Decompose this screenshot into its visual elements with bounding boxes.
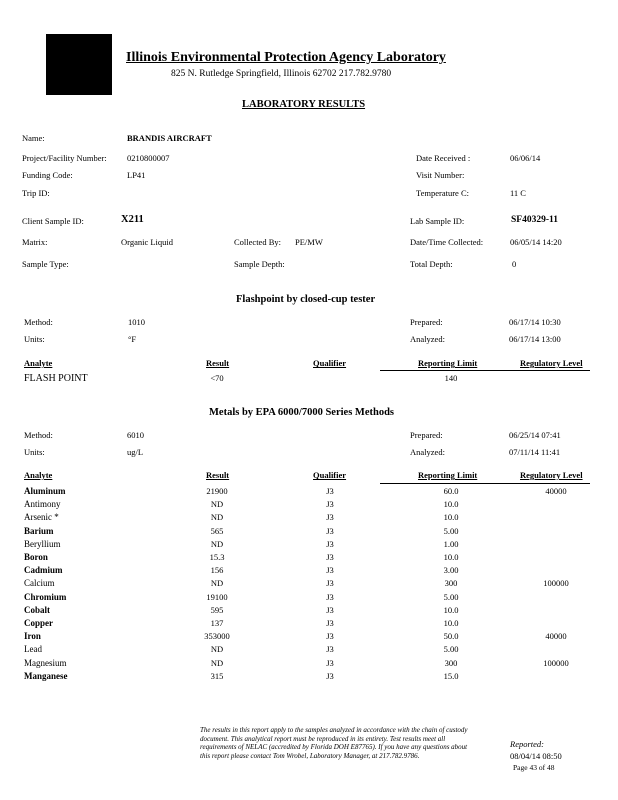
metals-col-analyte: Analyte	[24, 470, 53, 480]
flash-header-rule	[380, 370, 590, 371]
table-row	[0, 526, 618, 539]
table-row	[0, 578, 618, 591]
cell-rl: 10.0	[443, 604, 459, 615]
metals-col-result: Result	[206, 470, 230, 480]
cell-qualifier: J3	[326, 525, 334, 536]
trip-label: Trip ID:	[22, 188, 50, 198]
cell-rl: 1.00	[443, 538, 459, 549]
cell-rl: 10.0	[443, 499, 459, 510]
report-title: LABORATORY RESULTS	[242, 99, 366, 110]
flash-col-analyte: Analyte	[24, 358, 53, 368]
cell-result: ND	[210, 644, 224, 655]
cell-analyte: Calcium	[24, 578, 55, 589]
metals-analyzed-label: Analyzed:	[410, 447, 445, 457]
received-label: Date Received :	[416, 153, 471, 163]
temp-label: Temperature C:	[416, 188, 469, 198]
metals-prepared-value: 06/25/14 07:41	[509, 430, 561, 440]
cell-result: 21900	[206, 486, 228, 496]
table-row	[0, 539, 618, 552]
table-row	[0, 671, 618, 684]
cell-result: 137	[210, 618, 224, 628]
table-row	[0, 373, 618, 386]
received-value: 06/06/14	[510, 153, 541, 163]
table-row	[0, 486, 618, 499]
cell-rl: 300	[444, 657, 458, 668]
cell-result: 595	[210, 604, 224, 615]
flash-title: Flashpoint by closed-cup tester	[236, 294, 376, 305]
cell-analyte: Iron	[24, 631, 41, 642]
cell-rl: 10.0	[443, 618, 459, 628]
agency-title: Illinois Environmental Protection Agency Laboratory	[126, 50, 446, 65]
flash-analyzed-value: 06/17/14 13:00	[509, 334, 561, 344]
metals-prepared-label: Prepared:	[410, 430, 443, 440]
flash-col-result: Result	[206, 358, 230, 368]
cell-rl: 5.00	[443, 525, 459, 536]
cell-result: 15.3	[209, 552, 225, 562]
funding-value: LP41	[127, 170, 146, 180]
cell-result: 565	[210, 525, 224, 536]
cell-qualifier: J3	[326, 591, 334, 602]
visit-label: Visit Number:	[416, 170, 465, 180]
metals-title: Metals by EPA 6000/7000 Series Methods	[209, 407, 395, 418]
project-value: 0210800007	[127, 153, 170, 163]
flash-prepared-label: Prepared:	[410, 317, 443, 327]
cell-rl: 300	[444, 578, 458, 589]
temp-value: 11 C	[510, 188, 526, 198]
cell-qualifier: J3	[326, 631, 334, 642]
metals-analyzed-value: 07/11/14 11:41	[509, 447, 561, 457]
cell-qualifier: J3	[326, 604, 334, 615]
funding-label: Funding Code:	[22, 170, 73, 180]
sample-type-label: Sample Type:	[22, 259, 69, 269]
cell-qualifier: J3	[326, 644, 334, 655]
flash-col-qualifier: Qualifier	[313, 358, 347, 368]
cell-reg: 100000	[543, 657, 569, 668]
cell-analyte: Beryllium	[24, 538, 61, 549]
cell-rl: 5.00	[443, 591, 459, 602]
metals-units-value: ug/L	[127, 447, 144, 457]
cell-result: 353000	[204, 631, 230, 642]
flash-units-value: °F	[128, 334, 137, 344]
cell-analyte: Lead	[24, 644, 42, 655]
cell-analyte: Boron	[24, 552, 48, 562]
flash-units-label: Units:	[24, 334, 45, 344]
cell-result: <70	[210, 373, 224, 383]
cell-analyte: Magnesium	[24, 657, 67, 668]
cell-analyte: FLASH POINT	[24, 373, 88, 384]
metals-units-label: Units:	[24, 447, 45, 457]
total-depth-label: Total Depth:	[410, 259, 453, 269]
collected-dt-label: Date/Time Collected:	[410, 237, 484, 247]
reported-value: 08/04/14 08:50	[510, 751, 562, 761]
flash-analyzed-label: Analyzed:	[410, 334, 445, 344]
cell-qualifier: J3	[326, 486, 334, 496]
cell-result: ND	[210, 512, 224, 523]
metals-method-label: Method:	[24, 430, 53, 440]
cell-rl: 3.00	[443, 565, 459, 576]
cell-analyte: Chromium	[24, 591, 67, 602]
footer-disclaimer: The results in this report apply to the samples analyzed in accordance with the chain of custody document. This analytical report must be reproduced in its entirety. Test results meet all requirements of NELAC (accredited by Florida DOH E87765). If you have any questions about this report please contact Tom Wrobel, Laboratory Manager, at 217.782.9786.	[200, 726, 468, 760]
table-row	[0, 644, 618, 657]
cell-qualifier: J3	[326, 657, 334, 668]
metals-col-rl: Reporting Limit	[418, 470, 478, 480]
reported-label: Reported:	[510, 739, 544, 749]
cell-qualifier: J3	[326, 538, 334, 549]
cell-analyte: Aluminum	[24, 486, 66, 496]
table-row	[0, 631, 618, 644]
cell-reg: 40000	[545, 486, 567, 496]
cell-analyte: Barium	[24, 525, 54, 536]
cell-rl: 5.00	[443, 644, 459, 655]
cell-analyte: Copper	[24, 618, 53, 628]
cell-result: ND	[210, 538, 224, 549]
client-id-label: Client Sample ID:	[22, 216, 84, 226]
collected-by-value: PE/MW	[295, 237, 323, 247]
cell-rl: 10.0	[443, 512, 459, 523]
matrix-value: Organic Liquid	[121, 237, 174, 247]
cell-reg: 40000	[545, 631, 567, 642]
metals-col-qualifier: Qualifier	[313, 470, 347, 480]
cell-result: ND	[210, 499, 224, 510]
cell-rl: 60.0	[443, 486, 459, 496]
cell-result: ND	[210, 578, 224, 589]
cell-qualifier: J3	[326, 670, 334, 681]
cell-qualifier: J3	[326, 552, 334, 562]
matrix-label: Matrix:	[22, 237, 48, 247]
table-row	[0, 499, 618, 512]
flash-method-value: 1010	[128, 317, 145, 327]
cell-rl: 140	[444, 373, 458, 383]
table-row	[0, 605, 618, 618]
cell-qualifier: J3	[326, 512, 334, 523]
cell-result: 19100	[206, 591, 228, 602]
collected-dt-value: 06/05/14 14:20	[510, 237, 562, 247]
metals-col-reg: Regulatory Level	[520, 470, 583, 480]
flash-col-reg: Regulatory Level	[520, 358, 583, 368]
table-row	[0, 512, 618, 525]
cell-result: ND	[210, 657, 224, 668]
collected-by-label: Collected By:	[234, 237, 281, 247]
flash-col-rl: Reporting Limit	[418, 358, 478, 368]
cell-analyte: Cobalt	[24, 604, 51, 615]
name-value: BRANDIS AIRCRAFT	[127, 133, 212, 143]
metals-method-value: 6010	[127, 430, 144, 440]
name-label: Name:	[22, 133, 45, 143]
cell-rl: 50.0	[443, 631, 459, 642]
table-row	[0, 565, 618, 578]
metals-header-rule	[380, 483, 590, 484]
cell-qualifier: J3	[326, 618, 334, 628]
project-label: Project/Facility Number:	[22, 153, 107, 163]
cell-qualifier: J3	[326, 578, 334, 589]
cell-rl: 15.0	[443, 670, 459, 681]
agency-address: 825 N. Rutledge Springfield, Illinois 62702 217.782.9780	[171, 69, 392, 79]
cell-analyte: Antimony	[24, 499, 61, 510]
client-id-value: X211	[121, 214, 144, 225]
flash-method-label: Method:	[24, 317, 53, 327]
cell-reg: 100000	[543, 578, 569, 589]
table-row	[0, 552, 618, 565]
agency-logo	[46, 34, 112, 95]
flash-prepared-value: 06/17/14 10:30	[509, 317, 561, 327]
lab-id-value: SF40329-11	[511, 215, 558, 225]
cell-qualifier: J3	[326, 565, 334, 576]
cell-analyte: Manganese	[24, 670, 68, 681]
table-row	[0, 592, 618, 605]
table-row	[0, 618, 618, 631]
table-row	[0, 658, 618, 671]
page-number: Page 43 of 48	[513, 763, 555, 772]
cell-result: 156	[210, 565, 224, 576]
cell-result: 315	[210, 670, 224, 681]
total-depth-value: 0	[512, 259, 517, 269]
cell-rl: 10.0	[443, 552, 459, 562]
cell-analyte: Cadmium	[24, 565, 63, 576]
cell-analyte: Arsenic *	[24, 512, 59, 523]
cell-qualifier: J3	[326, 499, 334, 510]
sample-depth-label: Sample Depth:	[234, 259, 285, 269]
lab-id-label: Lab Sample ID:	[410, 216, 465, 226]
